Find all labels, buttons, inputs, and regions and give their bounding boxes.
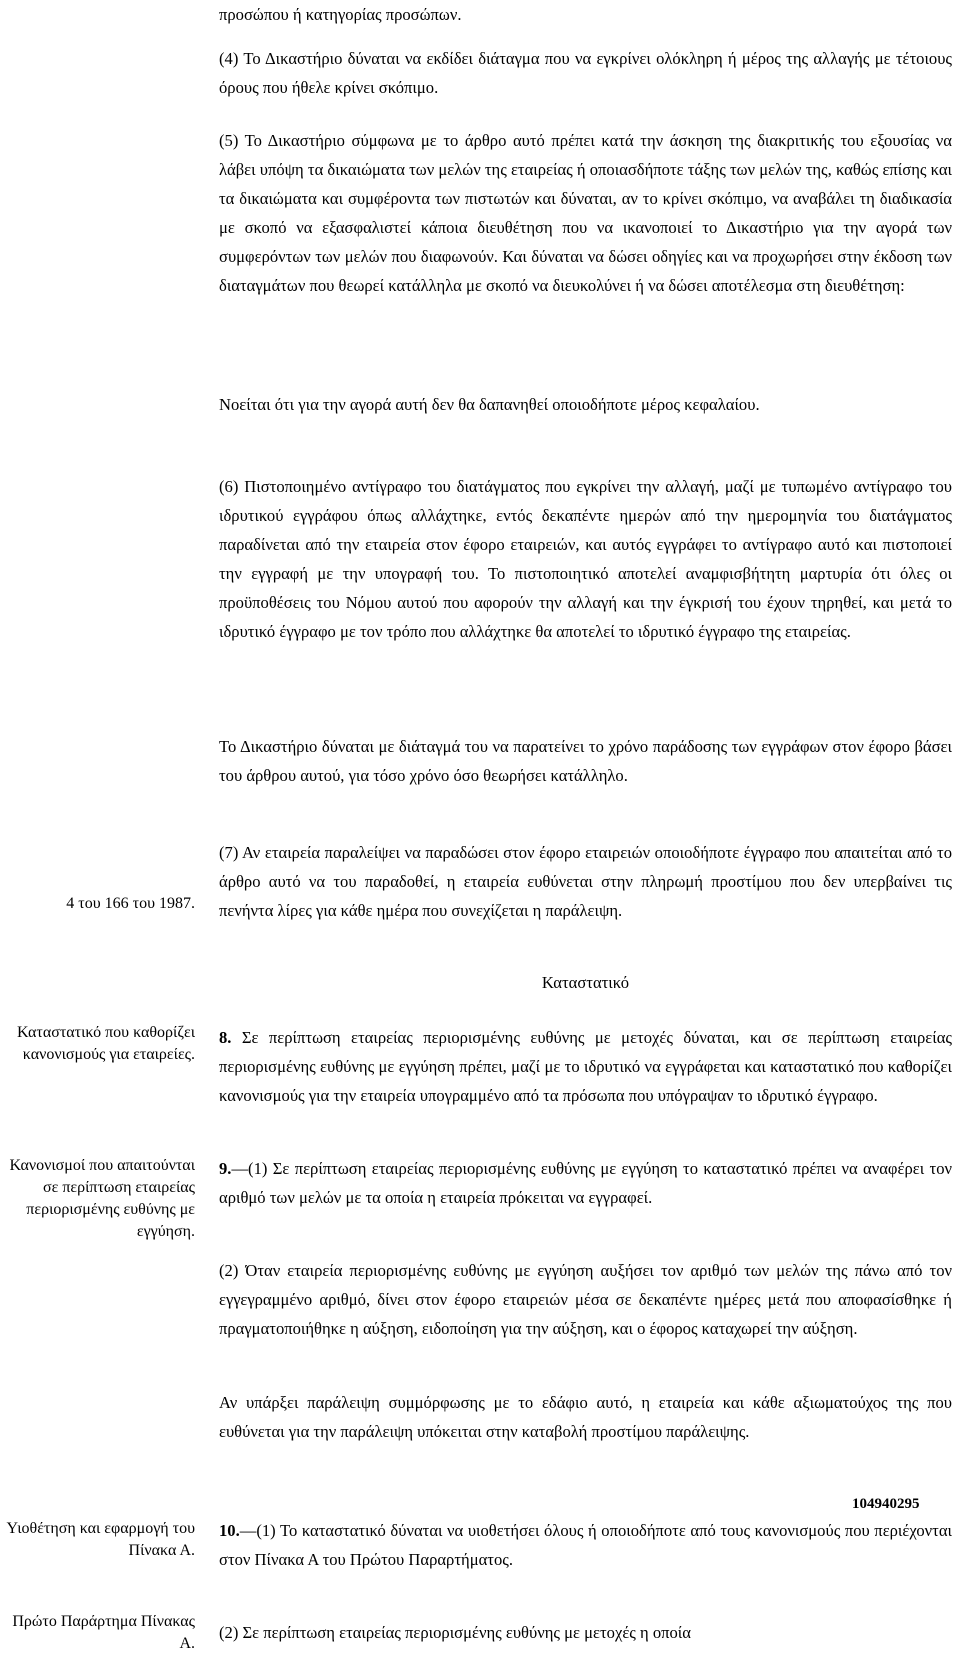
section-9-3	[219, 1388, 952, 1446]
para-text: (4) Το Δικαστήριο δύναται να εκδίδει διάταγμα που να εγκρίνει ολόκληρη ή μέρος της αλλαγής με τέτοιους όρους που ήθελε κρίνει σκόπιμο.	[219, 49, 952, 97]
section-10-2	[219, 1618, 952, 1647]
para-text: (2) Σε περίπτωση εταιρείας περιορισμένης ευθύνης με μετοχές η οποία	[219, 1623, 691, 1642]
section-heading	[219, 968, 952, 997]
section-10	[219, 1516, 952, 1574]
section-number: 9.	[219, 1159, 232, 1178]
paragraph-7	[219, 838, 952, 925]
para-text: Σε περίπτωση εταιρείας περιορισμένης ευθύνης με μετοχές δύναται, και σε περίπτωση εταιρείας περιορισμένης ευθύνης με εγγύηση πρέπει, μαζί με το ιδρυτικό να εγγράφεται και καταστατικό που καθορίζει κανονισμούς για την εταιρεία υπογραμμένο από τα πρόσωπα που υπόγραψαν το ιδρυτικό έγγραφο.	[219, 1028, 952, 1105]
margin-note-schedule: Πρώτο Παράρτημα Πίνακας Α.	[12, 1613, 195, 1652]
paragraph-5	[219, 126, 952, 300]
margin-note-table-a: Υιοθέτηση και εφαρμογή του Πίνακα Α.	[6, 1520, 195, 1559]
margin-note-articles: Καταστατικό που καθορίζει κανονισμούς για εταιρείες.	[17, 1024, 195, 1063]
para-text: (5) Το Δικαστήριο σύμφωνα με το άρθρο αυτό πρέπει κατά την άσκηση της διακριτικής του εξουσίας να λάβει υπόψη τα δικαιώματα των μελών της εταιρείας ή οποιασδήποτε τάξης των μελών της, καθώς επίσης και τα δικαιώματα και συμφέροντα των πιστωτών και δύναται, αν το κρίνει σκόπιμο, να αναβάλει τη διαδικασία με σκοπό να εξασφαλιστεί κάποια διευθέτηση που να ικανοποιεί το Δικαστήριο για την αγορά των συμφερόντων των μελών που διαφωνούν. Και δύναται να δώσει οδηγίες και να προχωρήσει στην έκδοση των διαταγμάτων που θεωρεί κατάλληλα με σκοπό να διευκολύνει ή να δώσει αποτέλεσμα στη διευθέτηση:	[219, 131, 952, 295]
section-8	[219, 1023, 952, 1110]
section-number: 8.	[219, 1028, 232, 1047]
margin-note-guarantee: Κανονισμοί που απαιτούνται σε περίπτωση εταιρείας περιορισμένης ευθύνης με εγγύηση.	[9, 1157, 195, 1240]
section-number: 10.	[219, 1521, 240, 1540]
para-text: προσώπου ή κατηγορίας προσώπων.	[219, 5, 462, 24]
para-text: —(1) Το καταστατικό δύναται να υιοθετήσει όλους ή οποιοδήποτε από τους κανονισμούς που περιέχονται στον Πίνακα Α του Πρώτου Παραρτήματος.	[219, 1521, 952, 1569]
para-text: (7) Αν εταιρεία παραλείψει να παραδώσει στον έφορο εταιρειών οποιοδήποτε έγγραφο που απαιτείται από το άρθρο αυτό να του παραδοθεί, η εταιρεία ευθύνεται στην πληρωμή προστίμου που δεν υπερβαίνει τις πενήντα λίρες για κάθε ημέρα που συνεχίζεται η παράλειψη.	[219, 843, 952, 920]
para-text: (2) Όταν εταιρεία περιορισμένης ευθύνης με εγγύηση αυξήσει τον αριθμό των μελών της πάνω από τον εγγεγραμμένο αριθμό, δίνει στον έφορο εταιρειών μέσα σε δεκαπέντε ημέρες μετά που αποφασίσθηκε ή πραγματοποιήθηκε η αύξηση, ειδοποίηση για την αύξηση, και ο έφορος καταχωρεί την αύξηση.	[219, 1261, 952, 1338]
para-text: Νοείται ότι για την αγορά αυτή δεν θα δαπανηθεί οποιοδήποτε μέρος κεφαλαίου.	[219, 395, 760, 414]
proviso	[219, 390, 952, 419]
paragraph-4	[219, 44, 952, 102]
heading-text: Καταστατικό	[541, 973, 630, 992]
para-text: (6) Πιστοποιημένο αντίγραφο του διατάγματος που εγκρίνει την αλλαγή, μαζί με τυπωμένο αντίγραφο του ιδρυτικού εγγράφου όπως αλλάχτηκε, εντός δεκαπέντε ημερών από την ημερομηνία του διατάγματος παραδίνεται από την εταιρεία στον έφορο εταιρειών, και αυτός εγγράφει το αντίγραφο αυτό και πιστοποιεί την εγγραφή με την υπογραφή του. Το πιστοποιητικό αποτελεί αναμφισβήτητη μαρτυρία ότι όλες οι προϋποθέσεις του Νόμου αυτού που αφορούν την αλλαγή και την έγκρισή του έχουν τηρηθεί, και μετά το ιδρυτικό έγγραφο με τον τρόπο που αλλάχτηκε θα αποτελεί το ιδρυτικό έγγραφο της εταιρείας.	[219, 477, 952, 641]
section-9	[219, 1154, 952, 1212]
para-text: Αν υπάρξει παράλειψη συμμόρφωσης με το εδάφιο αυτό, η εταιρεία και κάθε αξιωματούχος της που ευθύνεται για την παράλειψη υπόκειται στην καταβολή προστίμου παράλειψης.	[219, 1393, 952, 1441]
paragraph-6-extension	[219, 732, 952, 790]
paragraph-continuation	[219, 0, 952, 29]
section-9-2	[219, 1256, 952, 1343]
para-text: Το Δικαστήριο δύναται με διάταγμά του να παρατείνει το χρόνο παράδοσης των εγγράφων στον έφορο βάσει του άρθρου αυτού, για τόσο χρόνο όσο θεωρήσει κατάλληλο.	[219, 737, 952, 785]
paragraph-6	[219, 472, 952, 646]
margin-note-law-ref: 4 του 166 του 1987.	[66, 895, 195, 912]
reference-number: 104940295	[852, 1496, 920, 1512]
para-text: —(1) Σε περίπτωση εταιρείας περιορισμένης ευθύνης με εγγύηση το καταστατικό πρέπει να αναφέρει τον αριθμό των μελών με τα οποία η εταιρεία πρόκειται να εγγραφεί.	[219, 1159, 952, 1207]
